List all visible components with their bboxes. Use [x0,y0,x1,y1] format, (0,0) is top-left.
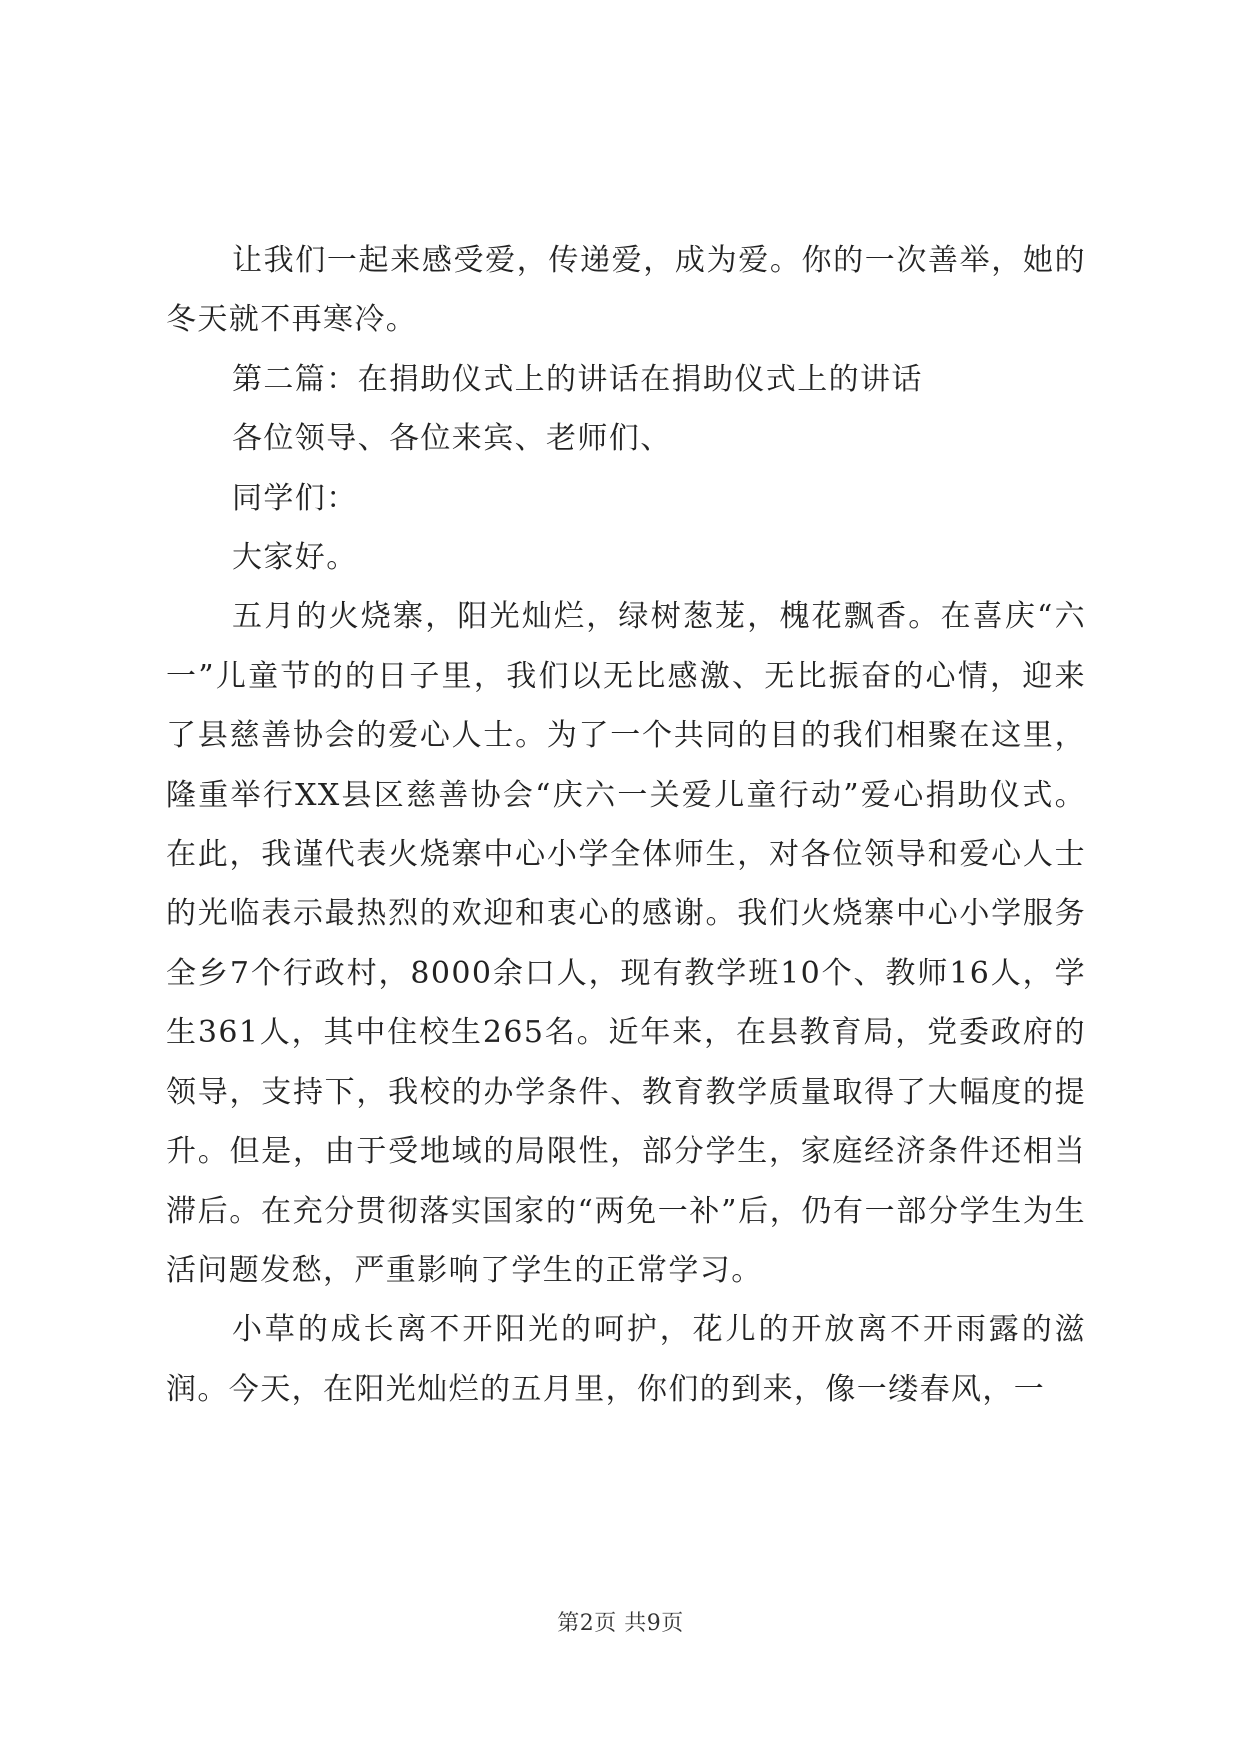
paragraph-body-main: 五月的火烧寨，阳光灿烂，绿树葱茏，槐花飘香。在喜庆“六一”儿童节的的日子里，我们以无比感激、无比振奋的心情，迎来了县慈善协会的爱心人士。为了一个共同的目的我们相聚在这里，隆重举行XX县区慈善协会“庆六一关爱儿童行动”爱心捐助仪式。在此，我谨代表火烧寨中心小学全体师生，对各位领导和爱心人士的光临表示最热烈的欢迎和衷心的感谢。我们火烧寨中心小学服务全乡7个行政村，8000余口人，现有教学班10个、教师16人，学生361人，其中住校生265名。近年来，在县教育局，党委政府的领导，支持下，我校的办学条件、教育教学质量取得了大幅度的提升。但是，由于受地域的局限性，部分学生，家庭经济条件还相当滞后。在充分贯彻落实国家的“两免一补”后，仍有一部分学生为生活问题发愁，严重影响了学生的正常学习。 [166,599,1086,1288]
section-heading: 第二篇：在捐助仪式上的讲话在捐助仪式上的讲话 [232,361,923,397]
greeting-line: 大家好。 [232,540,358,576]
salutation-line: 各位领导、各位来宾、老师们、 [232,421,672,457]
salutation-students: 同学们： [232,480,358,516]
document-body [166,231,1086,1419]
paragraph-body-continued: 小草的成长离不开阳光的呵护，花儿的开放离不开雨露的滋润。今天，在阳光灿烂的五月里，你们的到来，像一缕春风，一 [166,1312,1086,1407]
page-footer: 第2页 共9页 [557,1611,684,1636]
paragraph-closing-line: 让我们一起来感受爱，传递爱，成为爱。你的一次善举，她的冬天就不再寒冷。 [166,243,1086,338]
